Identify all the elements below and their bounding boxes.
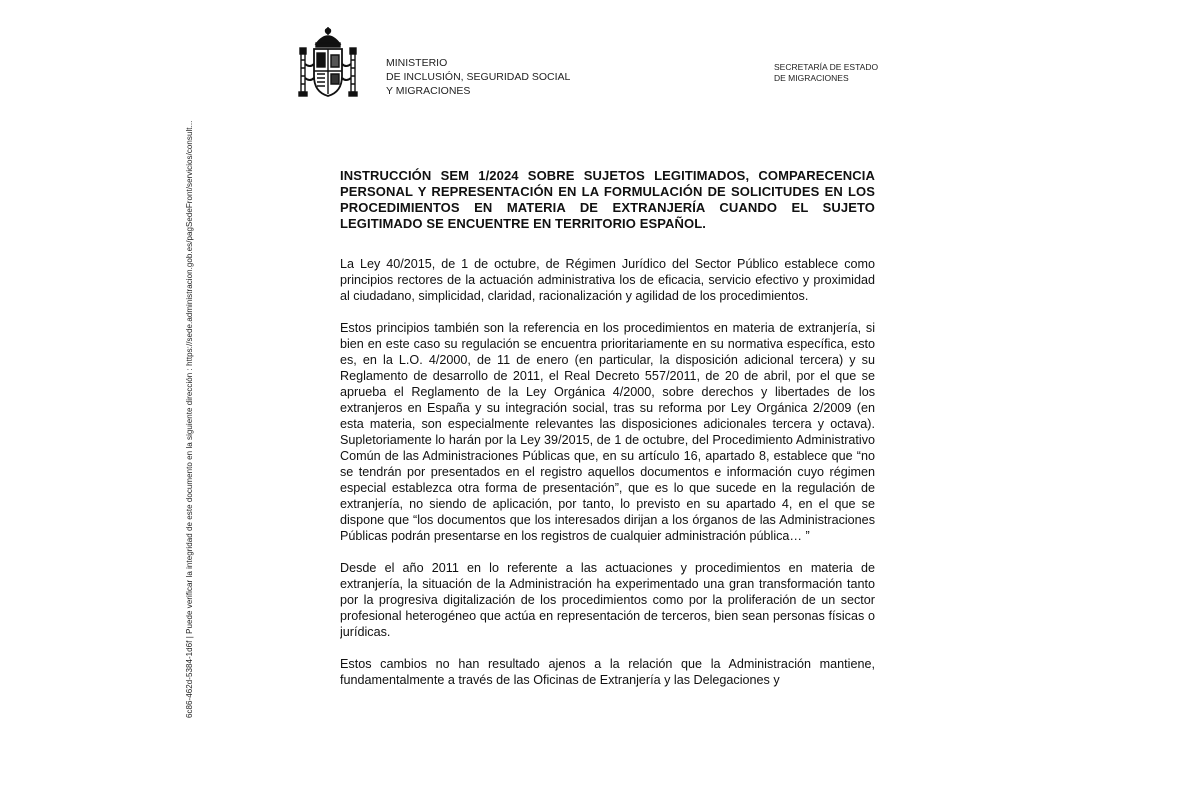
paragraph: Estos cambios no han resultado ajenos a la relación que la Administración mantiene, fundamentalmente a través de las Oficinas de Extranjería y las Delegaciones y [340, 657, 875, 687]
ministry-line: DE INCLUSIÓN, SEGURIDAD SOCIAL [386, 71, 571, 83]
document-title: INSTRUCCIÓN SEM 1/2024 SOBRE SUJETOS LEGITIMADOS, COMPARECENCIA PERSONAL Y REPRESENTACIÓN EN LA FORMULACIÓN DE SOLICITUDES EN LOS PROCEDIMIENTOS EN MATERIA DE EXTRANJERÍA CUANDO EL SUJETO LEGITIMADO SE ENCUENTRE EN TERRITORIO ESPAÑOL. [340, 168, 875, 231]
document-body [340, 168, 875, 716]
paragraph: La Ley 40/2015, de 1 de octubre, de Régimen Jurídico del Sector Público establece como principios rectores de la actuación administrativa los de eficacia, servicio efectivo y proximidad al ciudadano, simplicidad, claridad, racionalización y agilidad de los procedimientos. [340, 257, 875, 303]
secretaria-line: DE MIGRACIONES [774, 72, 849, 83]
paragraph: Desde el año 2011 en lo referente a las actuaciones y procedimientos en materia de extranjería, la situación de la Administración ha experimentado una gran transformación tanto por la progresiva digitalización de los procedimientos como por la proliferación de un sector profesional heterogéneo que actúa en representación de terceros, bien sean personas físicas o jurídicas. [340, 561, 875, 639]
paragraph: Estos principios también son la referencia en los procedimientos en materia de extranjería, si bien en este caso su regulación se encuentra prioritariamente en su normativa específica, esto es, en la L.O. 4/2000, de 11 de enero (en particular, la disposición adicional tercera) y su Reglamento de desarrollo de 2011, el Real Decreto 557/2011, de 20 de abril, por el que se aprueba el Reglamento de la Ley Orgánica 4/2000, sobre derechos y libertades de los extranjeros en España y su integración social, tras su reforma por Ley Orgánica 2/2009 (en esta materia, son especialmente relevantes las disposiciones adicionales tercera y octava). Supletoriamente lo harán por la Ley 39/2015, de 1 de octubre, del Procedimiento Administrativo Común de las Administraciones Públicas que, en su artículo 16, apartado 8, establece que “no se tendrán por presentados en el registro aquellos documentos e información cuyo régimen especial establezca otra forma de presentación”, que es lo que sucede en la regulación de extranjería, no siendo de aplicación, por tanto, lo previsto en su apartado 4, en el que se dispone que “los documentos que los interesados dirijan a los órganos de las Administraciones Públicas podrán presentarse en los registros de cualquier administración pública… ” [340, 321, 875, 543]
ministry-line: Y MIGRACIONES [386, 85, 471, 97]
secretaria-name [774, 62, 878, 83]
ministry-name [386, 56, 570, 98]
ministry-line: MINISTERIO [386, 57, 448, 69]
coat-of-arms-icon [294, 26, 362, 102]
secretaria-line: SECRETARÍA DE ESTADO [774, 62, 879, 72]
verification-note: 6c86-462d-5384-1d6f | Puede verificar la integridad de este documento en la siguiente dirección : https://sede.administracion.gob.es/pagSedeFront/servicios/consult... [185, 120, 194, 718]
